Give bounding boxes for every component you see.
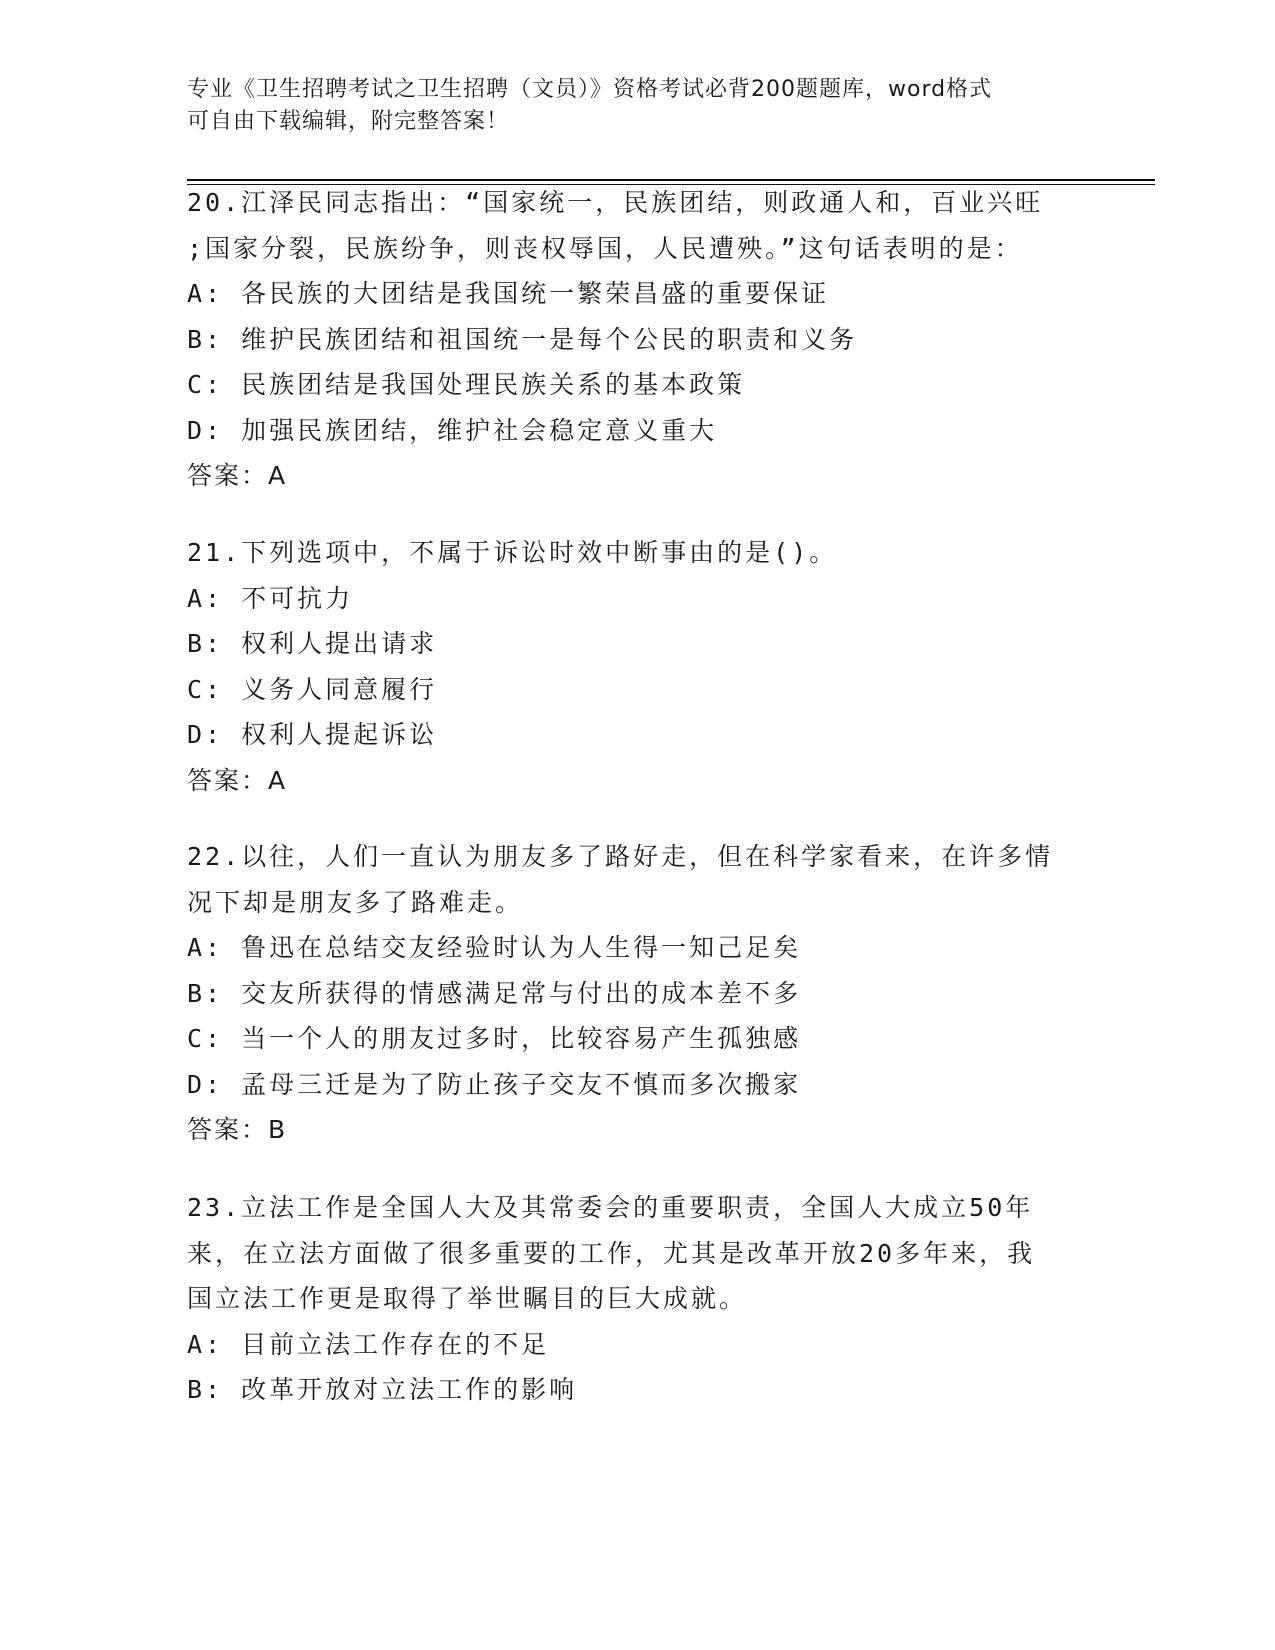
option-a: A: 各民族的大团结是我国统一繁荣昌盛的重要保证 bbox=[187, 279, 830, 308]
option-a: A: 不可抗力 bbox=[187, 583, 354, 613]
question-21 bbox=[187, 530, 1087, 803]
option-d: D: 权利人提起诉讼 bbox=[187, 720, 438, 749]
question-stem-line: 来，在立法方面做了很多重要的工作，尤其是改革开放20多年来，我 bbox=[187, 1238, 1036, 1268]
question-23 bbox=[187, 1185, 1087, 1413]
option-c: C: 民族团结是我国处理民族关系的基本政策 bbox=[187, 370, 746, 399]
question-20 bbox=[187, 180, 1087, 499]
option-c: C: 义务人同意履行 bbox=[187, 674, 438, 704]
answer: 答案：B bbox=[187, 1115, 288, 1144]
answer: 答案：A bbox=[187, 461, 288, 490]
option-b: B: 改革开放对立法工作的影响 bbox=[187, 1375, 578, 1404]
question-stem-line: 21.下列选项中，不属于诉讼时效中断事由的是()。 bbox=[187, 538, 838, 567]
answer: 答案：A bbox=[187, 765, 288, 795]
option-b: B: 权利人提出请求 bbox=[187, 629, 438, 658]
header-line-1: 专业《卫生招聘考试之卫生招聘（文员）》资格考试必背200题题库，word格式 bbox=[187, 77, 993, 102]
question-stem-line: ;国家分裂，民族纷争，则丧权辱国，人民遭殃。”这句话表明的是： bbox=[187, 233, 1023, 263]
question-stem-line: 况下却是朋友多了路难走。 bbox=[187, 887, 524, 917]
option-a: A: 鲁迅在总结交友经验时认为人生得一知己足矣 bbox=[187, 933, 802, 962]
option-a: A: 目前立法工作存在的不足 bbox=[187, 1329, 550, 1359]
document-header bbox=[187, 74, 1087, 138]
question-22 bbox=[187, 834, 1087, 1153]
question-stem-line: 国立法工作更是取得了举世瞩目的巨大成就。 bbox=[187, 1284, 748, 1313]
option-b: B: 维护民族团结和祖国统一是每个公民的职责和义务 bbox=[187, 324, 858, 354]
option-c: C: 当一个人的朋友过多时，比较容易产生孤独感 bbox=[187, 1024, 802, 1053]
question-stem-line: 23.立法工作是全国人大及其常委会的重要职责，全国人大成立50年 bbox=[187, 1193, 1034, 1222]
header-line-2: 可自由下载编辑，附完整答案！ bbox=[187, 109, 510, 134]
option-d: D: 加强民族团结，维护社会稳定意义重大 bbox=[187, 415, 718, 445]
option-b: B: 交友所获得的情感满足常与付出的成本差不多 bbox=[187, 978, 802, 1008]
question-stem-line: 22.以往，人们一直认为朋友多了路好走，但在科学家看来，在许多情 bbox=[187, 842, 1054, 871]
option-d: D: 孟母三迁是为了防止孩子交友不慎而多次搬家 bbox=[187, 1069, 802, 1099]
question-stem-line: 20.江泽民同志指出：“国家统一，民族团结，则政通人和，百业兴旺 bbox=[187, 188, 1044, 217]
